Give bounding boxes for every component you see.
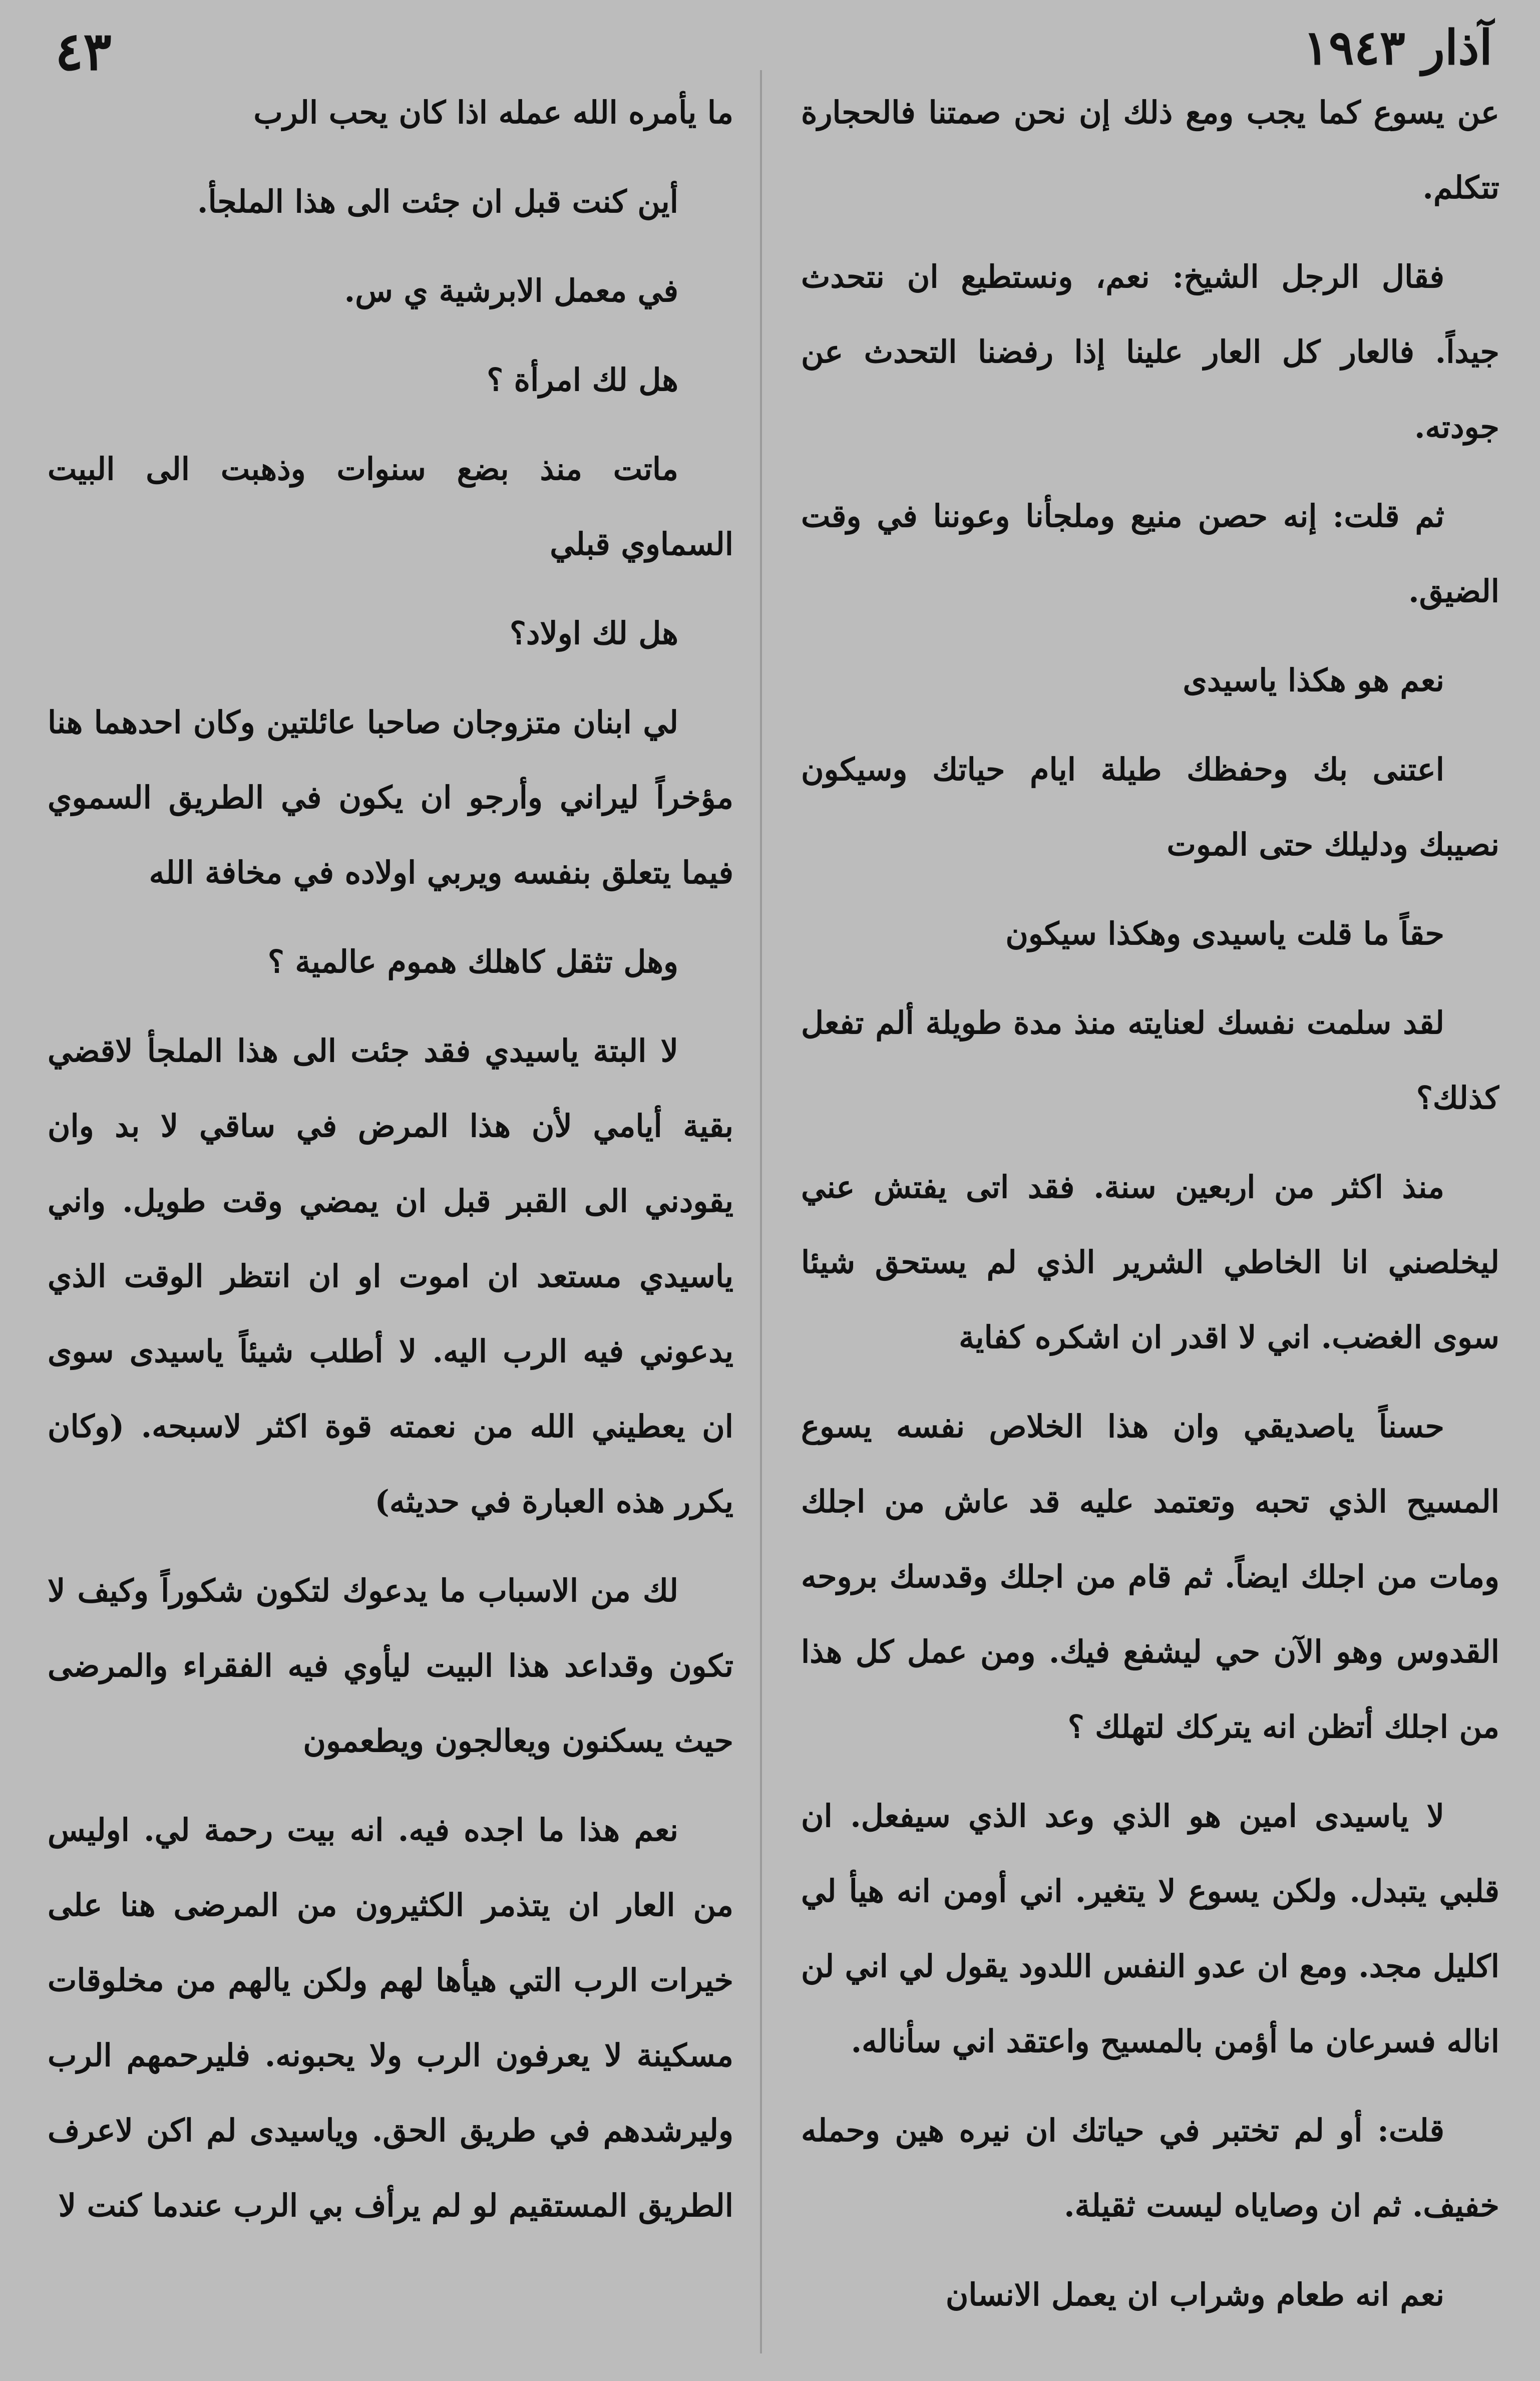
page-number: ٤٣ [55,20,112,82]
paragraph: لي ابنان متزوجان صاحبا عائلتين وكان احدهما هنا مؤخراً ليراني وأرجو ان يكون في الطريق السموي فيما يتعلق بنفسه ويربي اولاده في مخافة الله [48,704,733,891]
paragraph: لا البتة ياسيدي فقد جئت الى هذا الملجأ لاقضي بقية أيامي لأن هذا المرض في ساقي لا بد وان يقودني الى القبر قبل ان يمضي وقت طويل. واني ياسيدي مستعد ان اموت او ان انتظر الوقت الذي يدعوني فيه الرب اليه. لا أطلب شيئاً ياسيدى سوى ان يعطيني الله من نعمته قوة اكثر لاسبحه. (وكان يكرر هذه العبارة في حديثه) [48,1033,733,1520]
paragraph: في معمل الابرشية ي س. [344,272,678,309]
paragraph: اعتنى بك وحفظك طيلة ايام حياتك وسيكون نصيبك ودليلك حتى الموت [801,751,1499,863]
paragraph: لك من الاسباب ما يدعوك لتكون شكوراً وكيف لا تكون وقداعد هذا البيت ليأوي فيه الفقراء والمرضى حيث يسكنون ويعالجون ويطعمون [48,1572,733,1759]
paragraph: حقاً ما قلت ياسيدى وهكذا سيكون [1005,915,1444,952]
paragraph: حسناً ياصديقي وان هذا الخلاص نفسه يسوع المسيح الذي تحبه وتعتمد عليه قد عاش من اجلك ومات من اجلك ايضاً. ثم قام من اجلك وقدسك بروحه القدوس وهو الآن حي ليشفع فيك. ومن عمل كل هذا من اجلك أتظن انه يتركك لتهلك ؟ [801,1408,1499,1745]
paragraph: نعم هذا ما اجده فيه. انه بيت رحمة لي. اوليس من العار ان يتذمر الكثيرون من المرضى هنا على خيرات الرب التي هيأها لهم ولكن يالهم من مخلوقات مسكينة لا يعرفون الرب ولا يحبونه. فليرحمهم الرب وليرشدهم في طريق الحق. وياسيدى لم اكن لاعرف الطريق المستقيم لو لم يرأف بي الرب عندما كنت لا [48,1812,733,2224]
paragraph: نعم انه طعام وشراب ان يعمل الانسان [945,2276,1444,2313]
paragraph: لقد سلمت نفسك لعنايته منذ مدة طويلة ألم تفعل كذلك؟ [801,1004,1499,1116]
paragraph: هل لك امرأة ؟ [487,362,678,398]
left-column [48,75,733,2358]
issue-date: آذار ١٩٤٣ [1303,20,1492,76]
paragraph: وهل تثقل كاهلك هموم عالمية ؟ [267,943,678,980]
paragraph: منذ اكثر من اربعين سنة. فقد اتى يفتش عني ليخلصني انا الخاطي الشرير الذي لم يستحق شيئا سوى الغضب. اني لا اقدر ان اشكره كفاية [801,1169,1499,1355]
column-divider [760,70,762,2353]
paragraph: ماتت منذ بضع سنوات وذهبت الى البيت السماوي قبلي [48,451,733,562]
paragraph: لا ياسيدى امين هو الذي وعد الذي سيفعل. ان قلبي يتبدل. ولكن يسوع لا يتغير. اني أومن انه هيأ لي اكليل مجد. ومع ان عدو النفس اللدود يقول لي اني لن اناله فسرعان ما أؤمن بالمسيح واعتقد اني سأناله. [801,1798,1499,2060]
paragraph: عن يسوع كما يجب ومع ذلك إن نحن صمتنا فالحجارة تتكلم. [801,94,1499,206]
paragraph: فقال الرجل الشيخ: نعم، ونستطيع ان نتحدث جيداً. فالعار كل العار علينا إذا رفضنا التحدث عن جودته. [801,258,1499,445]
paragraph: ثم قلت: إنه حصن منيع وملجأنا وعوننا في وقت الضيق. [801,498,1499,609]
paragraph: هل لك اولاد؟ [509,615,678,651]
right-column [801,75,1499,2358]
paragraph: ما يأمره الله عمله اذا كان يحب الرب [253,94,733,131]
paragraph: أين كنت قبل ان جئت الى هذا الملجأ. [197,183,678,220]
paragraph: نعم هو هكذا ياسيدى [1183,662,1444,699]
paragraph: قلت: أو لم تختبر في حياتك ان نيره هين وحمله خفيف. ثم ان وصاياه ليست ثقيلة. [801,2112,1499,2224]
